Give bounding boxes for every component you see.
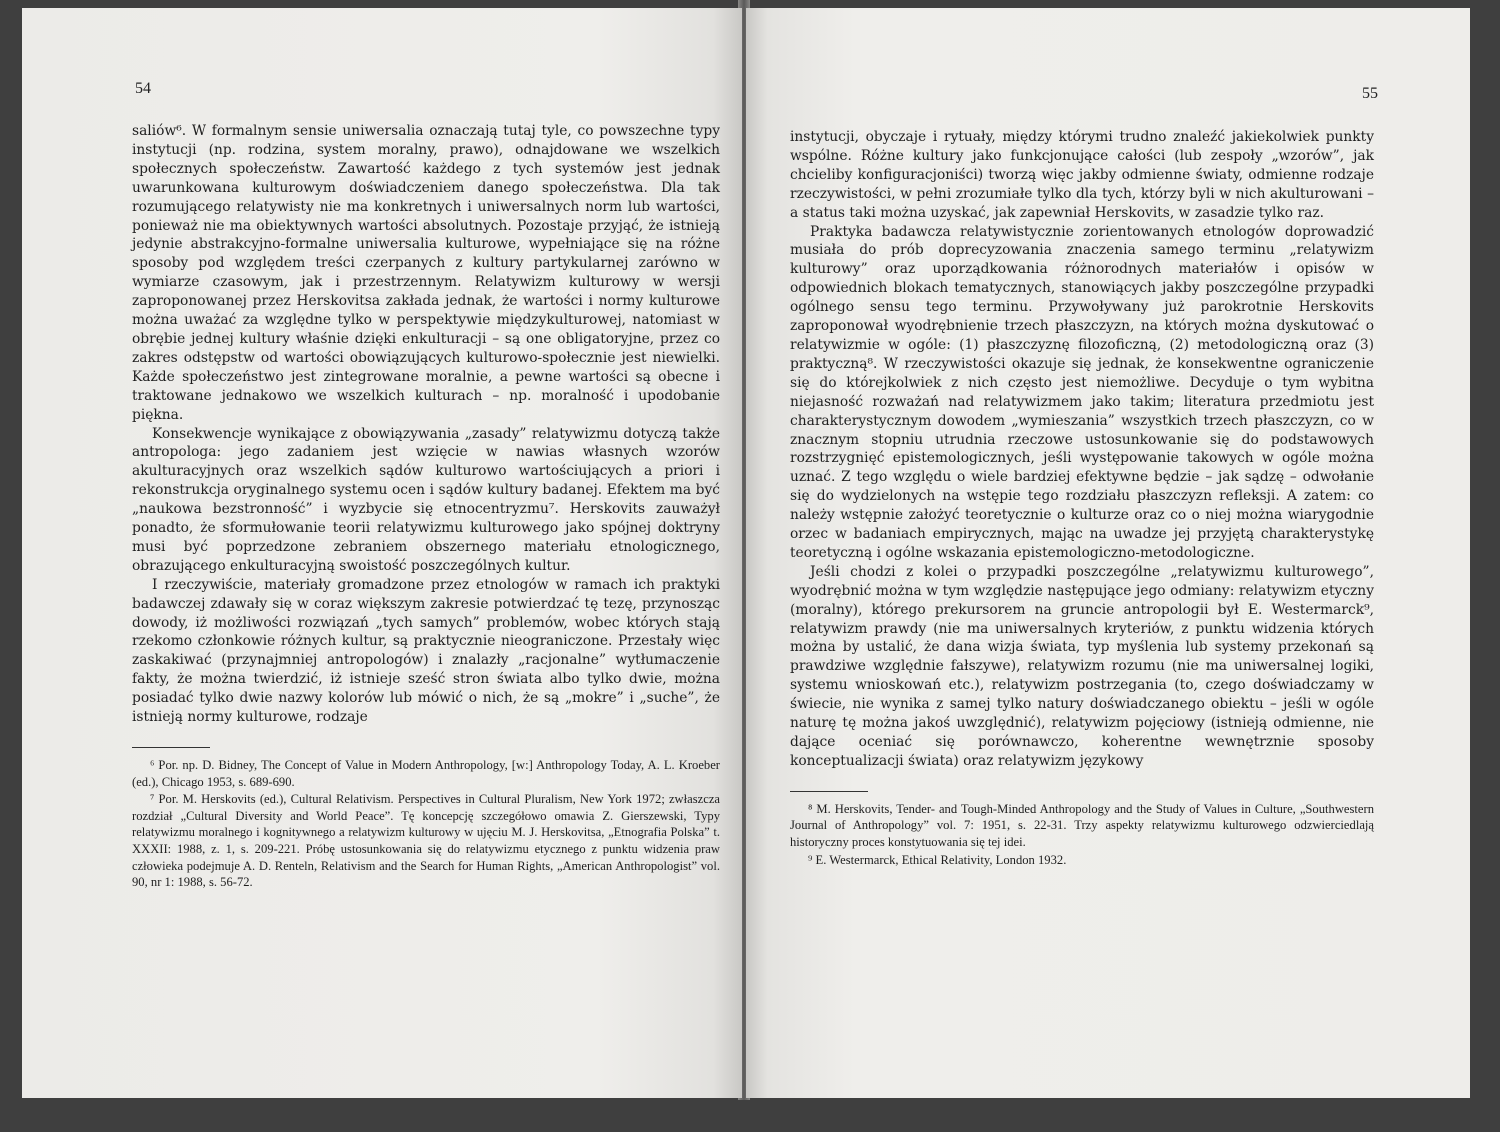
footnote: ⁶ Por. np. D. Bidney, The Concept of Value in Modern Anthropology, [w:] Anthropology Today, A. L. Kroeber (ed.), Chicago 1953, s. 689-690. bbox=[132, 758, 720, 789]
right-page bbox=[746, 8, 1470, 1098]
paragraph: Konsekwencje wynikające z obowiązywania „zasady” relatywizmu dotyczą także antropologa: jego zadaniem jest wzięcie w nawias własnych wzorów akulturacyjnych oraz wszelkich sądów kulturowo wartościujących a priori i rekonstrukcja oryginalnego systemu ocen i sądów kultury badanej. Efektem ma być „naukowa bezstronność” i wyzbycie się etnocentryzmu⁷. Herskovits zauważył ponadto, że sformułowanie teorii relatywizmu kulturowego jako spójnej doktryny musi być poprzedzone zebraniem obszernego materiału etnologicznego, obrazującego enkulturacyjną swoistość poszczególnych kultur. bbox=[132, 425, 720, 574]
footnote: ⁸ M. Herskovits, Tender- and Tough-Minded Anthropology and the Study of Values in Culture, „Southwestern Journal of Anthropology” vol. 7: 1951, s. 22-31. Trzy aspekty relatywizmu kulturowego odzwierciedlają historyczny proces konstytuowania się tej idei. bbox=[790, 801, 1374, 849]
paragraph: I rzeczywiście, materiały gromadzone przez etnologów w ramach ich praktyki badawczej zdawały się w coraz większym zakresie potwierdzać tę tezę, przynosząc dowody, iż możliwości rozwiązań „tych samych” problemów, wobec których stają rzekomo członkowie różnych kultur, są praktycznie nieograniczone. Przestały więc zaskakiwać (przynajmniej antropologów) i znalazły „racjonalne” wytłumaczenie fakty, że można twierdzić, iż istnieje sześć stron świata albo tylko dwie, można posiadać tylko dwie nazwy kolorów lub mówić o nich, że są „mokre” i „suche”, że istnieją normy kulturowe, rodzaje bbox=[132, 576, 720, 726]
page-number-right: 55 bbox=[1362, 85, 1378, 102]
footnotes-left bbox=[132, 757, 720, 891]
footnote-divider bbox=[132, 747, 210, 748]
paragraph: instytucji, obyczaje i rytuały, między którymi trudno znaleźć jakiekolwiek punkty wspólne. Różne kultury jako funkcjonujące całości (lub zespoły „wzorów”, jak chcieliby konfiguracjoniści) tworzą więc jakby odmienne światy, odmienne rodzaje rzeczywistości, w pełni zrozumiałe tylko dla tych, którzy byli w nich akulturowani – a status taki można uzyskać, jak zapewniał Herskovits, w zasadzie tylko raz. bbox=[790, 129, 1374, 221]
page-number-left: 54 bbox=[135, 80, 151, 97]
footnote: ⁷ Por. M. Herskovits (ed.), Cultural Relativism. Perspectives in Cultural Pluralism, New York 1972; zwłaszcza rozdział „Cultural Diversity and World Peace”. Tę koncepcję szczegółowo omawia Z. Gierszewski, Typy relatywizmu moralnego i kognitywnego a relatywizm kulturowy w ujęciu M. J. Herskovitsa, „Etnografia Polska” t. XXXII: 1988, z. 1, s. 209-221. Próbę ustosunkowania się do relatywizmu etycznego z punktu widzenia praw człowieka podejmuje A. D. Renteln, Relativism and the Search for Human Rights, „American Anthropologist” vol. 90, nr 1: 1988, s. 56-72. bbox=[132, 792, 720, 890]
footnotes-right bbox=[790, 801, 1374, 868]
paragraph: Jeśli chodzi z kolei o przypadki poszczególne „relatywizmu kulturowego”, wyodrębnić można w tym względzie następujące jego odmiany: relatywizm etyczny (moralny), którego prekursorem na gruncie antropologii był E. Westermarck⁹, relatywizm prawdy (nie ma uniwersalnych kryteriów, z punktu widzenia których można by ustalić, że dana wizja świata, typ myślenia lub systemy przekonań są prawdziwe względnie fałszywe), relatywizm rozumu (nie ma uniwersalnej logiki, systemu wnioskowań etc.), relatywizm postrzegania (to, czego doświadczamy w świecie, nie wynika z samej tylko natury doświadczanego obiektu – jeśli w ogóle naturę tę można jakoś uwzględnić), relatywizm pojęciowy (istnieją odmienne, nie dające oceniać się porównawczo, koherentne wewnętrznie sposoby konceptualizacji świata) oraz relatywizm językowy bbox=[790, 563, 1374, 769]
footnote-divider bbox=[790, 791, 868, 792]
left-page-body bbox=[132, 122, 720, 891]
paragraph: saliów⁶. W formalnym sensie uniwersalia oznaczają tutaj tyle, co powszechne typy instytucji (np. rodzina, system moralny, prawo), odnajdowane we wszelkich społecznych społeczeństw. Zawartość każdego z tych systemów jest jednak uwarunkowana kulturowym doświadczeniem danego społeczeństwa. Dla tak rozumującego relatywisty nie ma konkretnych i uniwersalnych norm lub wartości, ponieważ nie ma obiektywnych wartości absolutnych. Pozostaje przyjąć, że istnieją jedynie abstrakcyjno-formalne uniwersalia kulturowe, wypełniające się na różne sposoby pod względem treści czerpanych z kultury partykularnej zarówno w wymiarze czasowym, jak i przestrzennym. Relatywizm kulturowy w wersji zaproponowanej przez Herskovitsa zakłada jednak, że wartości i normy kulturowe można uważać za względne tylko w perspektywie międzykulturowej, natomiast w obrębie jednej kultury właśnie dzięki enkulturacji – są one obligatoryjne, przez co zakres odstępstw od wartości obowiązujących kulturowo-społecznie jest niewielki. Każde społeczeństwo jest zintegrowane moralnie, a pewne wartości są obecne i traktowane jednakowo we wszelkich kulturach – np. moralność i upodobanie piękna. bbox=[132, 123, 720, 423]
right-page-body bbox=[790, 128, 1374, 868]
left-page bbox=[22, 8, 742, 1098]
footnote: ⁹ E. Westermarck, Ethical Relativity, London 1932. bbox=[808, 852, 1067, 867]
paragraph: Praktyka badawcza relatywistycznie zorientowanych etnologów doprowadzić musiała do prób doprecyzowania znaczenia samego terminu „relatywizm kulturowy” oraz uporządkowania różnorodnych materiałów i opisów w odpowiednich blokach tematycznych, stanowiących jakby poszczególne przypadki ogólnego sensu tego terminu. Przywoływany już parokrotnie Herskovits zaproponował wyodrębnienie trzech płaszczyzn, na których można dyskutować o relatywizmie w ogóle: (1) płaszczyznę filozoficzną, (2) metodologiczną oraz (3) praktyczną⁸. W rzeczywistości okazuje się jednak, że konsekwentne ograniczenie się do którejkolwiek z nich często jest niemożliwe. Decyduje o tym wybitna niejasność rozważań nad relatywizmem jako takim; literatura przedmiotu jest charakterystycznym dowodem „wymieszania” wszystkich trzech płaszczyzn, co w znacznym stopniu utrudnia rzeczowe ustosunkowanie się do podstawowych rozstrzygnięć epistemologicznych, jeśli występowanie takowych w ogóle można uznać. Z tego względu o wiele bardziej efektywne będzie – jak sądzę – odwołanie się do wydzielonych na wstępie tego rozdziału płaszczyzn refleksji. A zatem: co należy wstępnie założyć teoretycznie o kulturze oraz co o niej można wiarygodnie orzec w badaniach empirycznych, mając na uwadze jej przyjętą charakterystykę teoretyczną i ogólne wskazania epistemologiczno-metodologiczne. bbox=[790, 223, 1374, 561]
